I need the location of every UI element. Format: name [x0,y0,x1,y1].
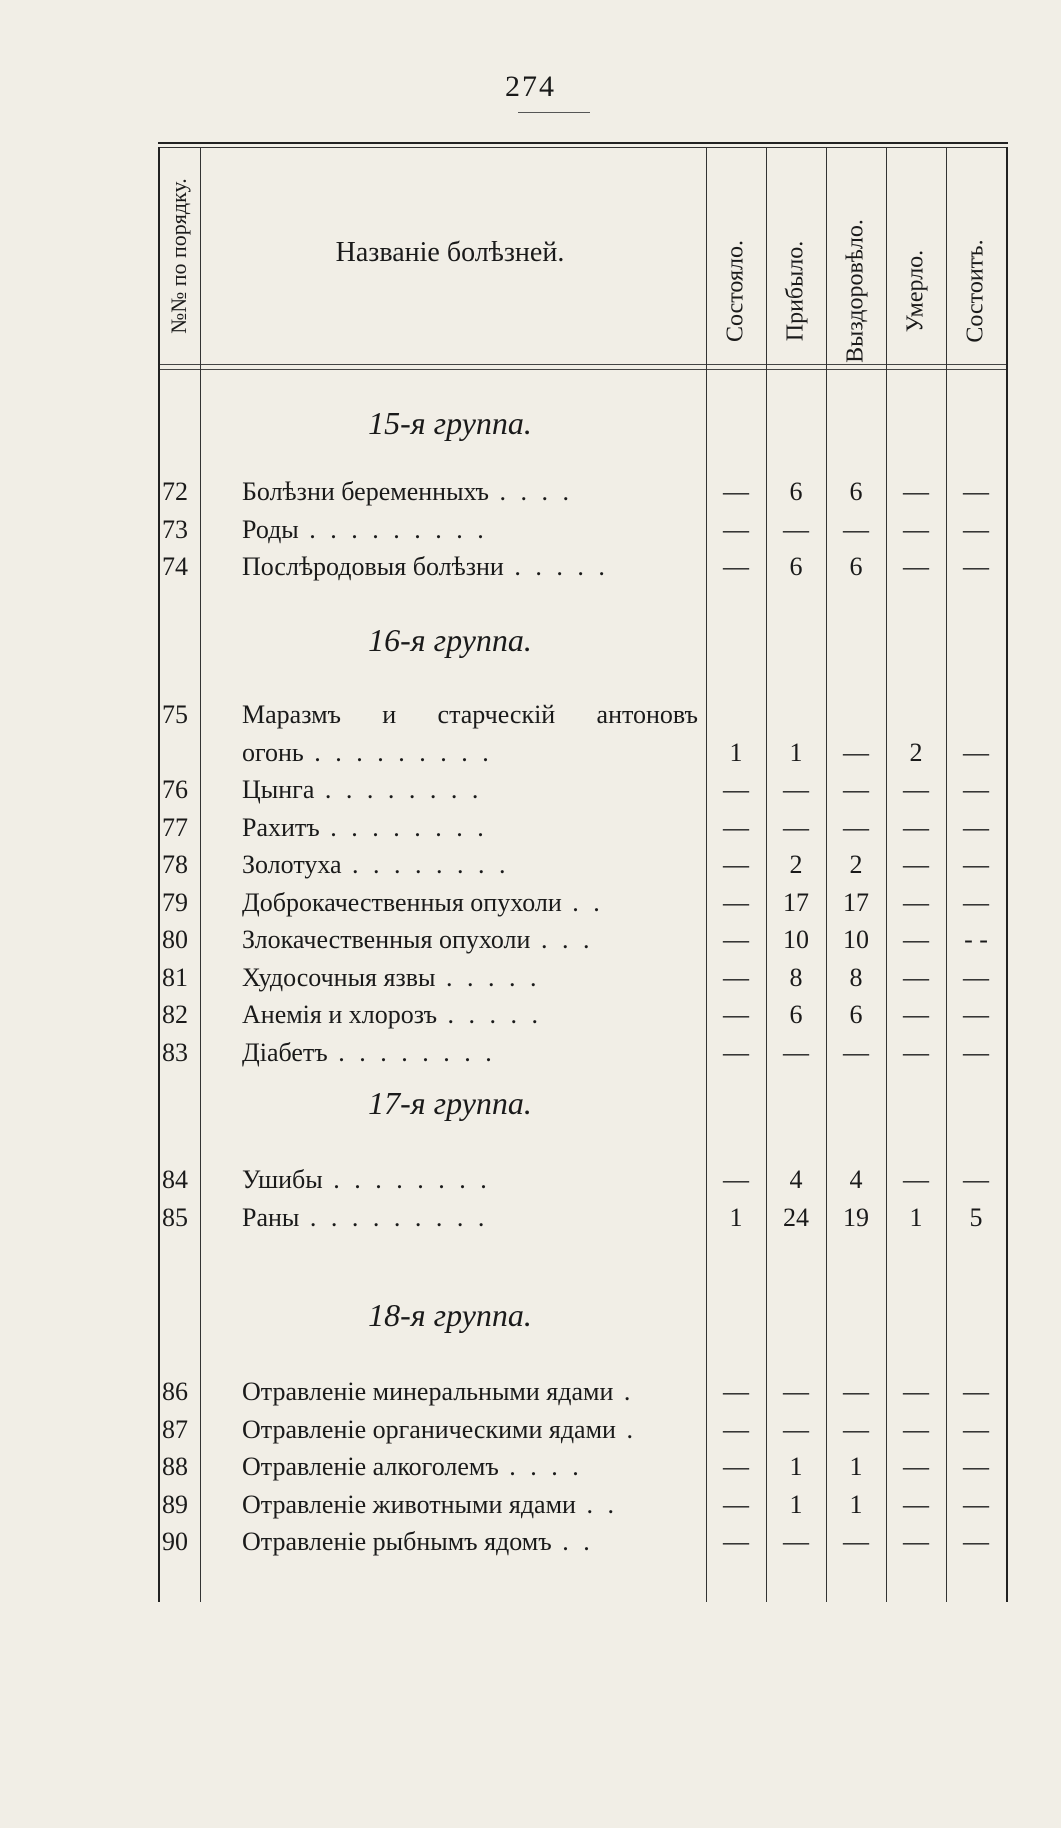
cell-value: — [783,1527,809,1556]
table-top-rule-inner [158,147,1008,148]
cell-value: — [903,1377,929,1406]
header-disease-name: Названіе болѣзней. [335,237,565,268]
leader-dots: . . . [530,925,594,954]
cell-value: 8 [849,962,863,992]
cell-value: 1 [789,1452,803,1481]
cell-value: — [783,1377,809,1406]
cell-value: — [963,737,989,767]
cell-value: — [903,514,929,544]
disease-name: Худосочныя язвы . . . . . [242,962,541,992]
row-number: 75 [162,700,188,729]
table-row [158,1203,1008,1237]
cell-value: — [903,812,929,842]
disease-name: Роды . . . . . . . . . [242,514,488,544]
cell-value: 6 [849,477,863,506]
disease-name: Отравленіе минеральными ядами . [242,1377,635,1406]
row-number: 85 [162,1202,188,1232]
header-bottom-rule [158,364,1008,365]
cell-value: 17 [843,887,869,917]
leader-dots: . . [575,1489,618,1519]
cell-value: — [903,925,929,954]
cell-value: — [723,1377,749,1406]
cell-value: — [723,887,749,917]
cell-value: — [843,1414,869,1444]
table-row [158,477,1008,511]
table-row [158,1038,1008,1072]
cell-value: 17 [783,887,809,917]
table-row [158,1490,1008,1524]
page-number-rule [518,112,590,113]
cell-value: — [903,1000,929,1029]
row-number: 77 [162,812,188,842]
cell-value: — [723,1037,749,1067]
leader-dots: . . [561,887,604,917]
cell-value: — [723,850,749,879]
header-col-died: Умерло. [902,250,929,333]
page-number: 274 [505,70,556,103]
cell-value: — [843,1037,869,1067]
disease-name: Ушибы . . . . . . . . [242,1165,491,1194]
leader-dots: . [615,1414,637,1444]
disease-name: Маразмъ и старческій антоновъ [242,700,698,729]
cell-value: — [723,477,749,506]
cell-value: — [963,1452,989,1481]
cell-value: 6 [789,477,803,506]
cell-value: 1 [789,737,803,767]
cell-value: — [723,1000,749,1029]
row-number: 79 [162,887,188,917]
group-title: 17-я группа. [368,1085,532,1121]
table-row [158,775,1008,809]
cell-value: 1 [909,1202,923,1232]
row-number: 73 [162,514,188,544]
cell-value: 8 [789,962,803,992]
cell-value: — [963,514,989,544]
cell-value: — [903,1414,929,1444]
cell-value: 6 [789,552,803,581]
cell-value: — [723,1452,749,1481]
cell-value: 6 [789,1000,803,1029]
group-title: 15-я группа. [368,405,532,441]
cell-value: — [963,850,989,879]
disease-name: Злокачественныя опухоли . . . [242,925,594,954]
table-row [158,1377,1008,1411]
cell-value: 4 [789,1165,803,1194]
disease-name: Золотуха . . . . . . . . [242,850,510,879]
leader-dots: . . . . . [503,552,609,581]
cell-value: — [963,1527,989,1556]
group-title: 16-я группа. [368,622,532,658]
cell-value: — [963,477,989,506]
row-number: 87 [162,1414,188,1444]
header-col-arrived: Прибыло. [782,241,809,342]
cell-value: — [903,1489,929,1519]
leader-dots: . . . . . . . . [314,775,483,804]
cell-value: 4 [849,1165,863,1194]
group-title: 18-я группа. [368,1297,532,1333]
cell-value: 2 [909,737,923,767]
cell-value: 2 [849,850,863,879]
table-row [158,1527,1008,1561]
cell-value: — [723,1165,749,1194]
cell-value: — [963,552,989,581]
cell-value: — [963,775,989,804]
disease-name: Цынга . . . . . . . . [242,775,483,804]
cell-value: — [723,775,749,804]
disease-name: Діабетъ . . . . . . . . [242,1037,496,1067]
cell-value: — [843,1377,869,1406]
row-number: 86 [162,1377,188,1406]
cell-value: 6 [849,552,863,581]
cell-value: — [963,812,989,842]
leader-dots: . . . . [498,1452,583,1481]
cell-value: — [963,1037,989,1067]
row-number: 90 [162,1527,188,1556]
row-number: 78 [162,850,188,879]
cell-value: — [723,514,749,544]
cell-value: — [903,1037,929,1067]
cell-value: 1 [849,1489,863,1519]
cell-value: — [783,812,809,842]
table-row [158,813,1008,847]
table-row [158,963,1008,997]
table-row [158,1415,1008,1449]
cell-value: — [903,962,929,992]
table-top-rule [158,142,1008,144]
disease-name: Отравленіе алкоголемъ . . . . [242,1452,583,1481]
leader-dots: . . . . . . . . . [303,737,493,767]
cell-value: — [903,775,929,804]
cell-value: — [723,962,749,992]
cell-value: — [723,812,749,842]
header-col-remaining: Состоитъ. [962,239,989,343]
disease-name: Отравленіе рыбнымъ ядомъ . . [242,1527,594,1556]
table-row [158,925,1008,959]
cell-value: — [843,775,869,804]
row-number: 81 [162,962,188,992]
row-number: 74 [162,552,188,581]
cell-value: — [963,1000,989,1029]
cell-value: — [843,1527,869,1556]
leader-dots: . . . . [489,477,573,506]
disease-name: Рахитъ . . . . . . . . [242,812,488,842]
cell-value: — [903,477,929,506]
cell-value: — [963,1165,989,1194]
leader-dots: . . . . . . . . [341,850,510,879]
leader-dots: . [613,1377,635,1406]
row-number: 82 [162,1000,188,1029]
leader-dots: . . . . . [437,1000,543,1029]
cell-value: 6 [849,1000,863,1029]
cell-value: — [843,812,869,842]
disease-name: Послѣродовыя болѣзни . . . . . [242,552,609,581]
cell-value: — [723,1527,749,1556]
disease-name: Доброкачественныя опухоли . . [242,887,604,917]
cell-value: — [723,1414,749,1444]
disease-name: Анемія и хлорозъ . . . . . [242,1000,543,1029]
cell-value: — [723,552,749,581]
cell-value: 19 [843,1202,869,1232]
cell-value: 1 [789,1489,803,1519]
cell-value: 1 [729,1202,743,1232]
disease-name: огонь . . . . . . . . . [242,737,493,767]
row-number: 72 [162,477,188,506]
header-number-column: №№ по порядку. [166,178,191,334]
table-row [158,850,1008,884]
table-row [158,515,1008,549]
leader-dots: . . . . . . . . . [299,1202,489,1232]
cell-value: — [903,1452,929,1481]
row-number: 89 [162,1489,188,1519]
row-number: 76 [162,775,188,804]
leader-dots: . . . . . [435,962,541,992]
disease-name: Отравленіе органическими ядами . [242,1414,637,1444]
cell-value: — [903,887,929,917]
cell-value: — [963,1377,989,1406]
cell-value: 5 [969,1202,983,1232]
cell-value: 1 [849,1452,863,1481]
cell-value: — [903,552,929,581]
leader-dots: . . . . . . . . [322,1165,491,1194]
cell-value: — [963,887,989,917]
cell-value: 10 [783,925,809,954]
cell-value: — [963,962,989,992]
disease-name: Болѣзни беременныхъ . . . . [242,477,573,506]
table-row [158,888,1008,922]
cell-value: — [963,1489,989,1519]
cell-value: — [783,514,809,544]
cell-value: — [723,1489,749,1519]
row-number: 88 [162,1452,188,1481]
table-row [158,552,1008,586]
disease-name: Отравленіе животными ядами . . [242,1489,618,1519]
cell-value: 2 [789,850,803,879]
cell-value: 10 [843,925,869,954]
cell-value: — [843,514,869,544]
table-row [158,1000,1008,1034]
cell-value: - - [964,925,988,954]
row-number: 80 [162,925,188,954]
row-number: 83 [162,1037,188,1067]
cell-value: — [723,925,749,954]
header-col-was: Состояло. [722,240,749,343]
cell-value: — [903,850,929,879]
cell-value: — [903,1165,929,1194]
row-number: 84 [162,1165,188,1194]
cell-value: — [843,737,869,767]
cell-value: — [903,1527,929,1556]
leader-dots: . . . . . . . . [319,812,488,842]
header-col-recovered: Выздоровѣло. [842,219,869,364]
cell-value: — [783,1037,809,1067]
table-row [158,700,1008,734]
cell-value: 24 [783,1202,809,1232]
leader-dots: . . [551,1527,594,1556]
header-bottom-rule-inner [158,369,1008,370]
leader-dots: . . . . . . . . [327,1037,496,1067]
cell-value: — [963,1414,989,1444]
leader-dots: . . . . . . . . . [298,514,488,544]
table-row [158,738,1008,772]
cell-value: — [783,1414,809,1444]
disease-name: Раны . . . . . . . . . [242,1202,489,1232]
disease-table [158,142,1008,1602]
cell-value: — [783,775,809,804]
table-row [158,1165,1008,1199]
cell-value: 1 [729,737,743,767]
table-row [158,1452,1008,1486]
